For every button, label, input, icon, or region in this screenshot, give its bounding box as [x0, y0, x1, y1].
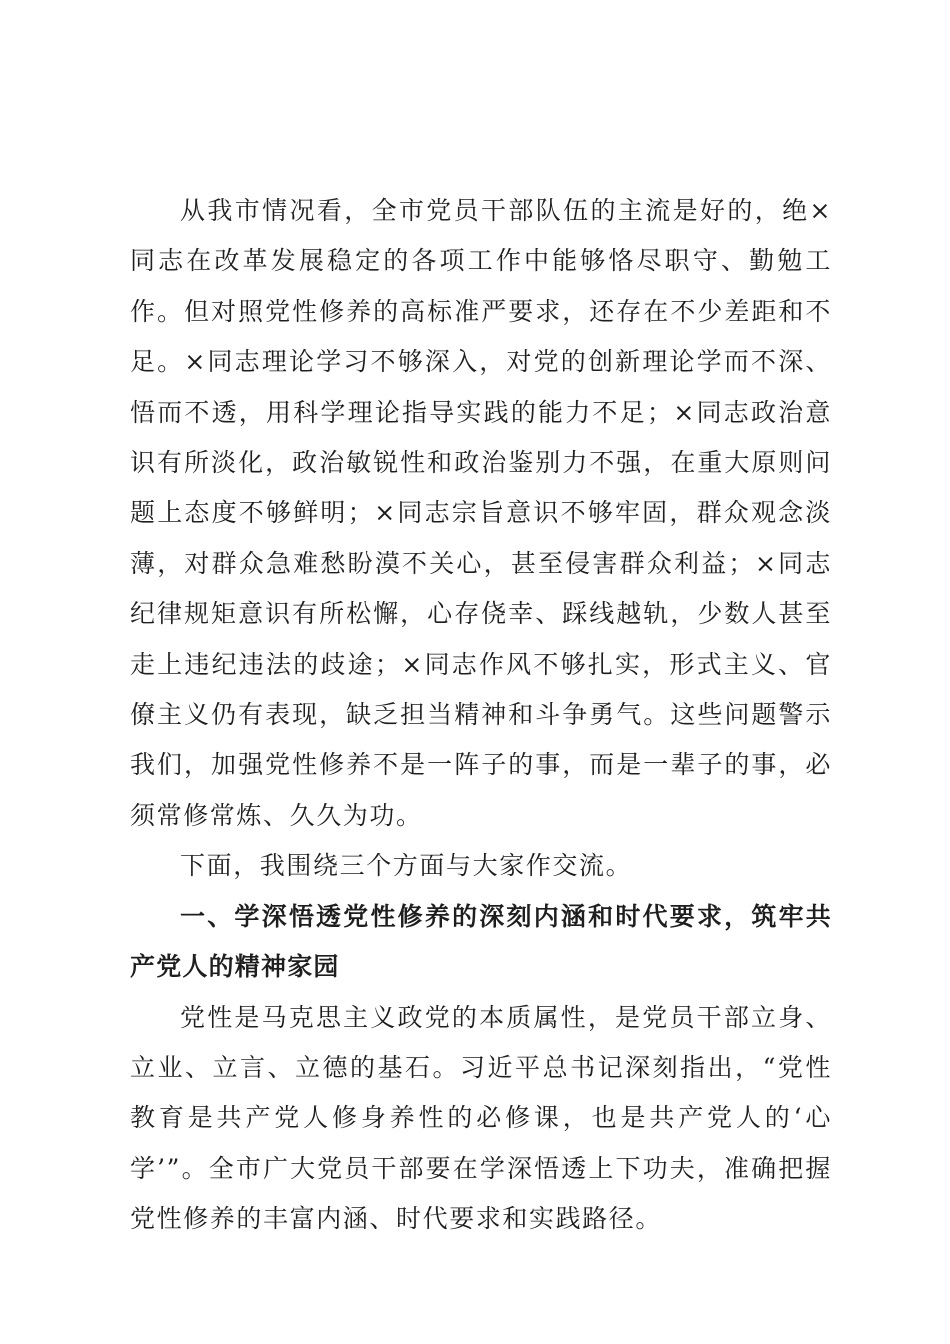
paragraph-party-spirit: 党性是马克思主义政党的本质属性，是党员干部立身、立业、立言、立德的基石。习近平总书记深刻指出，“党性教育是共产党人修身养性的必修课，也是共产党人的‘心学’”。全市广大党员干部要在学深悟透上下功夫，准确把握党性修养的丰富内涵、时代要求和实践路径。	[130, 1002, 832, 1234]
document-body	[130, 186, 832, 1245]
section-heading-one: 一、学深悟透党性修养的深刻内涵和时代要求，筑牢共产党人的精神家园	[130, 901, 832, 982]
paragraph-transition: 下面，我围绕三个方面与大家作交流。	[180, 851, 633, 881]
paragraph-situation-analysis: 从我市情况看，全市党员干部队伍的主流是好的，绝×同志在改革发展稳定的各项工作中能够恪尽职守、勤勉工作。但对照党性修养的高标准严要求，还存在不少差距和不足。×同志理论学习不够深入，对党的创新理论学而不深、悟而不透，用科学理论指导实践的能力不足；×同志政治意识有所淡化，政治敏锐性和政治鉴别力不强，在重大原则问题上态度不够鲜明；×同志宗旨意识不够牢固，群众观念淡薄，对群众急难愁盼漠不关心，甚至侵害群众利益；×同志纪律规矩意识有所松懈，心存侥幸、踩线越轨，少数人甚至走上违纪违法的歧途；×同志作风不够扎实，形式主义、官僚主义仍有表现，缺乏担当精神和斗争勇气。这些问题警示我们，加强党性修养不是一阵子的事，而是一辈子的事，必须常修常炼、久久为功。	[130, 196, 832, 830]
